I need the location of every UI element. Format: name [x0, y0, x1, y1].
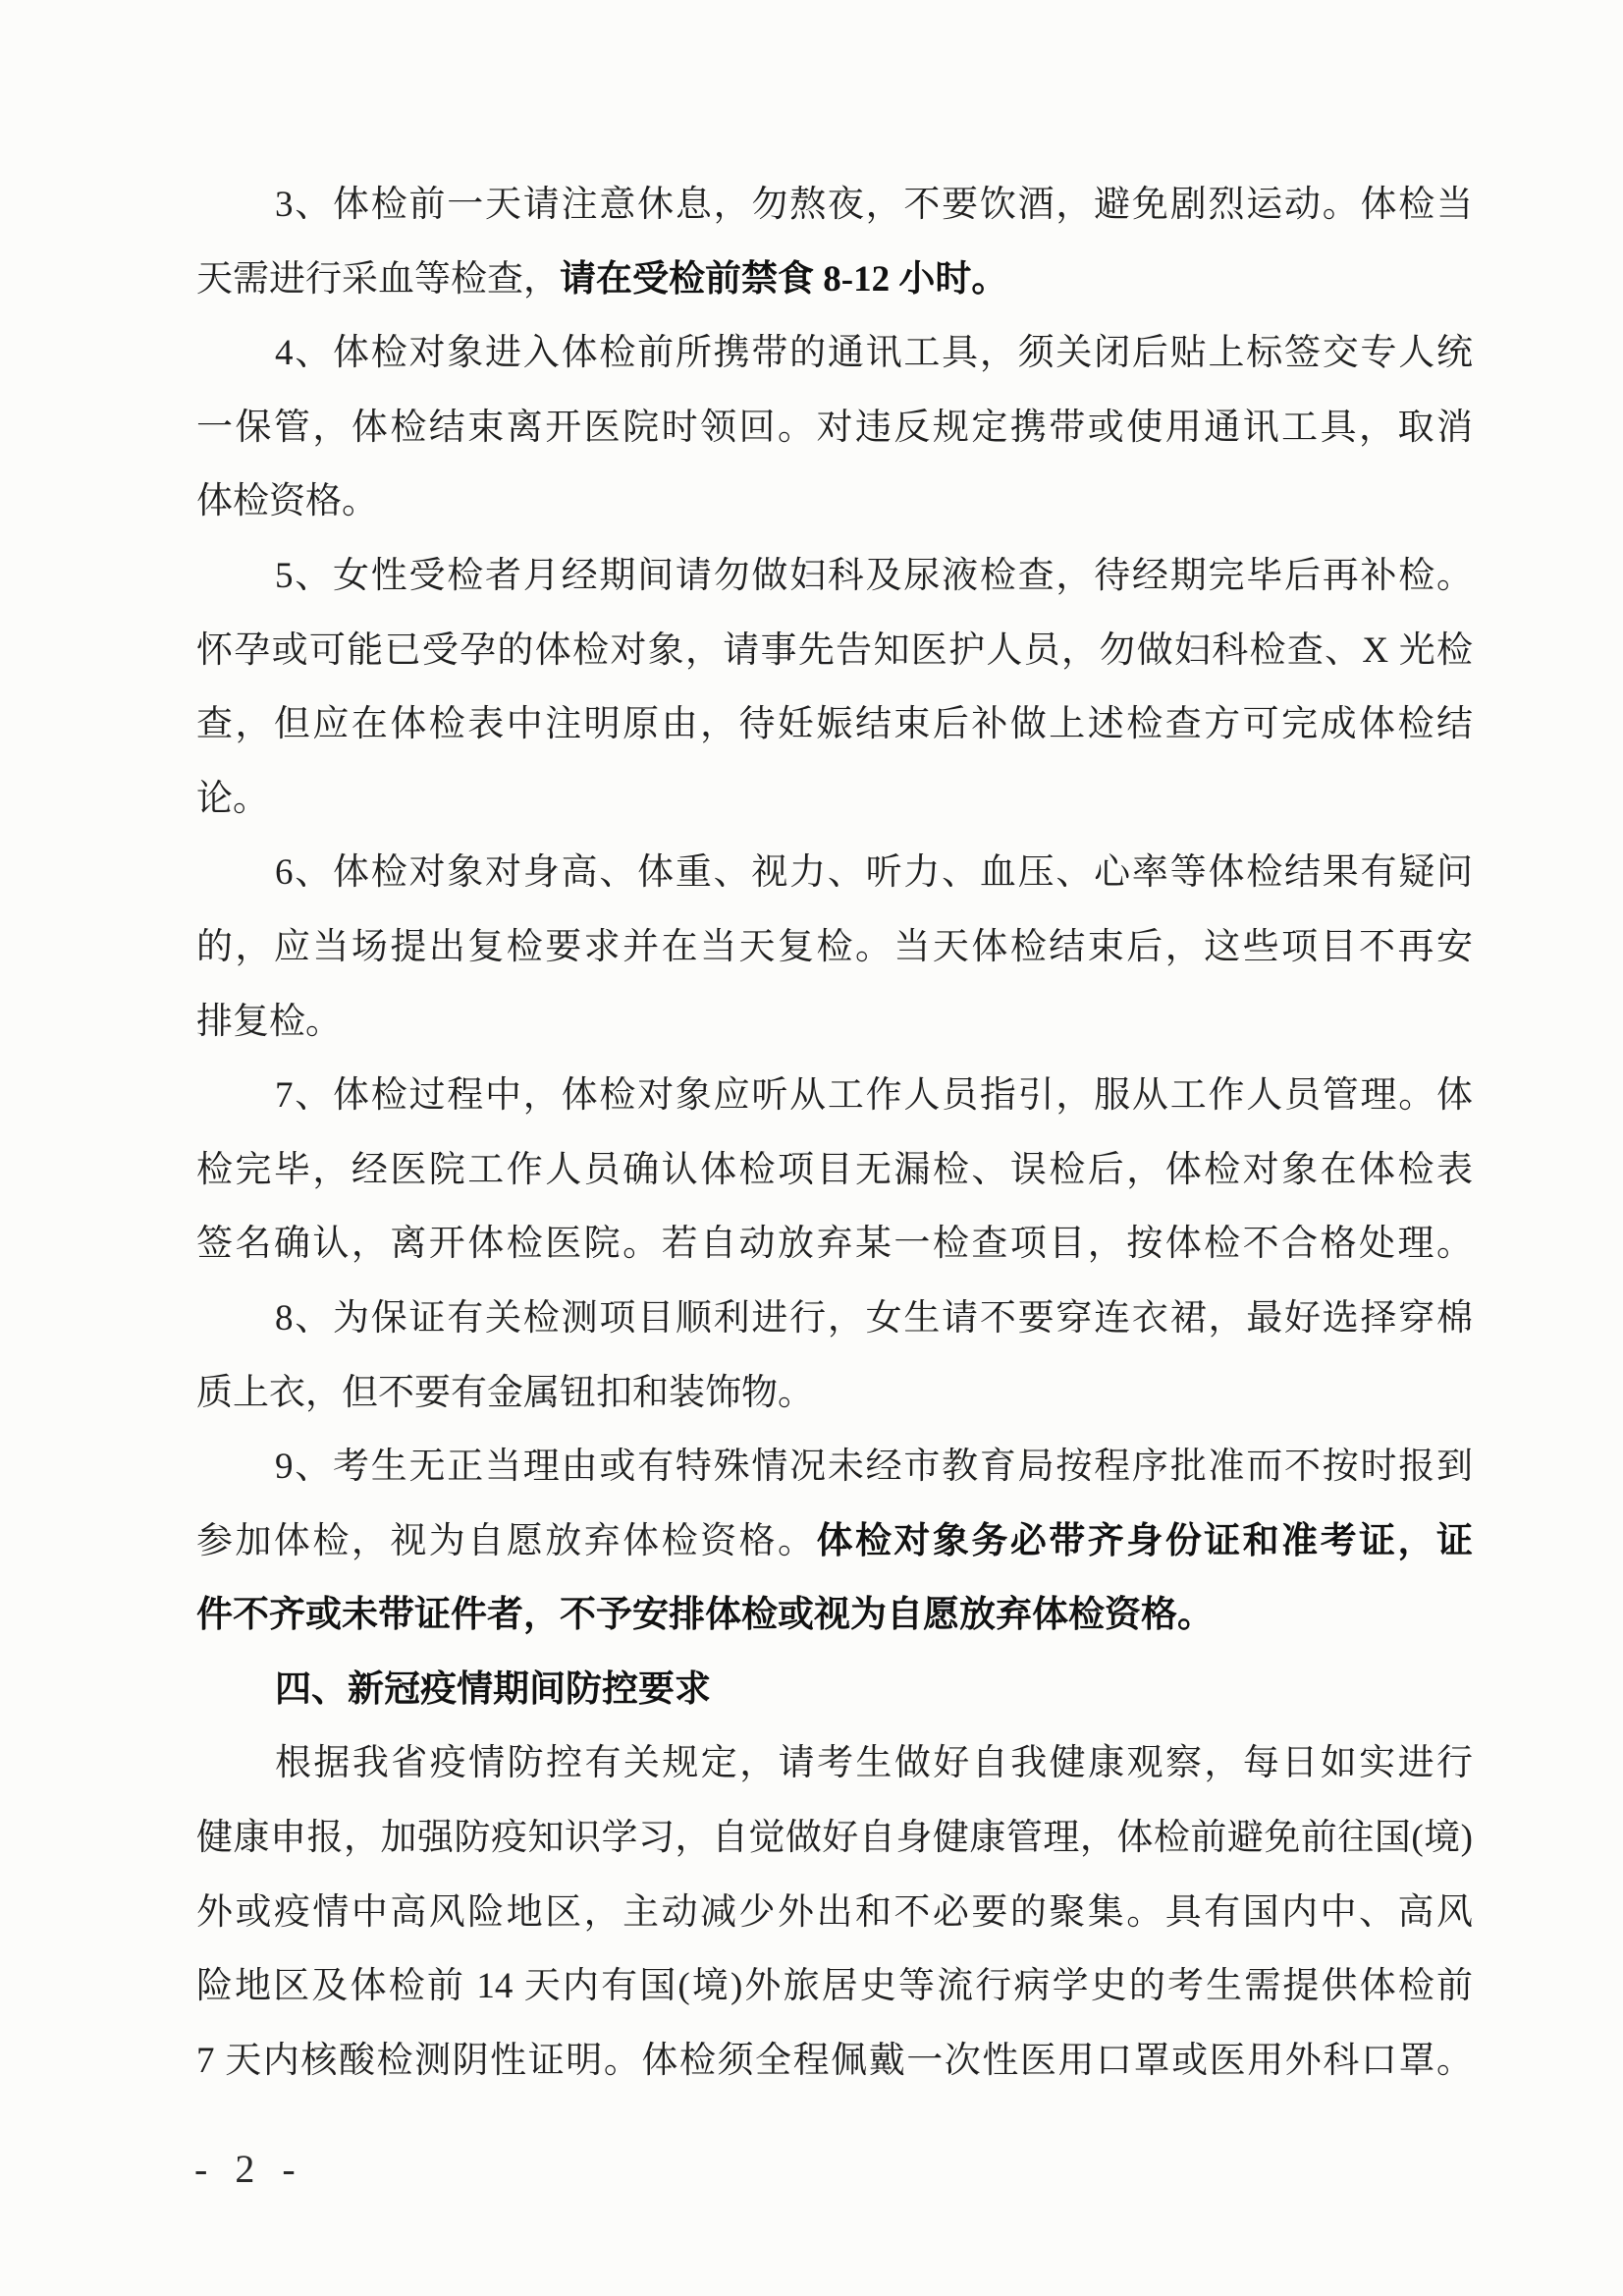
text-line	[196, 985, 1473, 1060]
text-segment: 健康申报，加强防疫知识学习，自觉做好自身健康管理，体检前避免前往国(境)	[196, 1818, 1473, 1859]
text-line	[196, 391, 1473, 465]
text-line	[196, 243, 1473, 317]
text-line	[196, 465, 1473, 539]
text-segment: 查，但应在体检表中注明原由，待妊娠结束后补做上述检查方可完成体检结	[196, 704, 1473, 745]
text-line	[196, 1876, 1473, 1950]
text-line	[196, 1356, 1473, 1431]
text-line	[196, 910, 1473, 985]
text-segment: 体检对象务必带齐身份证和准考证，证	[816, 1520, 1473, 1561]
text-segment: 排复检。	[196, 1001, 342, 1042]
text-segment: 外或疫情中高风险地区，主动减少外出和不必要的聚集。具有国内中、高风	[196, 1891, 1473, 1933]
text-segment: 检完毕，经医院工作人员确认体检项目无漏检、误检后，体检对象在体检表	[196, 1149, 1473, 1190]
page-number: - 2 -	[194, 2147, 304, 2191]
text-segment: 天需进行采血等检查，	[196, 258, 560, 300]
text-line	[196, 1504, 1473, 1579]
section-heading	[196, 1653, 1473, 1727]
text-line	[196, 836, 1473, 910]
text-line	[196, 614, 1473, 688]
text-line	[196, 1207, 1473, 1282]
text-segment: 一保管，体检结束离开医院时领回。对违反规定携带或使用通讯工具，取消	[196, 407, 1473, 448]
text-segment: 件不齐或未带证件者，不予安排体检或视为自愿放弃体检资格。	[196, 1595, 1214, 1636]
text-segment: 请在受检前禁食 8-12 小时。	[560, 258, 1008, 300]
text-segment: 体检资格。	[196, 481, 378, 522]
text-line	[196, 1059, 1473, 1133]
text-segment: 怀孕或可能已受孕的体检对象，请事先告知医护人员，勿做妇科检查、X 光检	[196, 629, 1473, 671]
text-segment: 论。	[196, 778, 269, 819]
text-segment: 的，应当场提出复检要求并在当天复检。当天体检结束后，这些项目不再安	[196, 926, 1473, 967]
text-line	[196, 1282, 1473, 1356]
text-segment: 根据我省疫情防控有关规定，请考生做好自我健康观察，每日如实进行	[275, 1743, 1473, 1784]
text-segment: 质上衣，但不要有金属钮扣和装饰物。	[196, 1372, 814, 1413]
document-body	[196, 168, 1473, 2098]
text-line	[196, 2024, 1473, 2099]
text-segment: 9、考生无正当理由或有特殊情况未经市教育局按程序批准而不按时报到	[275, 1447, 1473, 1488]
text-line	[196, 1726, 1473, 1801]
text-segment: 3、体检前一天请注意休息，勿熬夜，不要饮酒，避免剧烈运动。体检当	[275, 185, 1473, 225]
text-segment: 6、体检对象对身高、体重、视力、听力、血压、心率等体检结果有疑问	[275, 852, 1473, 894]
text-segment: 7 天内核酸检测阴性证明。体检须全程佩戴一次性医用口罩或医用外科口罩。	[196, 2040, 1473, 2081]
text-segment: 四、新冠疫情期间防控要求	[275, 1668, 711, 1710]
text-segment: 参加体检，视为自愿放弃体检资格。	[196, 1520, 817, 1561]
text-line	[196, 1578, 1473, 1653]
text-segment: 签名确认，离开体检医院。若自动放弃某一检查项目，按体检不合格处理。	[196, 1224, 1473, 1265]
text-line	[196, 1949, 1473, 2024]
text-line	[196, 539, 1473, 614]
text-line	[196, 762, 1473, 837]
text-line	[196, 168, 1473, 243]
text-segment: 4、体检对象进入体检前所携带的通讯工具，须关闭后贴上标签交专人统	[275, 333, 1473, 374]
text-segment: 7、体检过程中，体检对象应听从工作人员指引，服从工作人员管理。体	[275, 1075, 1473, 1117]
text-line	[196, 687, 1473, 762]
text-line	[196, 316, 1473, 391]
text-line	[196, 1430, 1473, 1504]
text-segment: 8、为保证有关检测项目顺利进行，女生请不要穿连衣裙，最好选择穿棉	[275, 1297, 1473, 1339]
text-line	[196, 1133, 1473, 1208]
text-segment: 险地区及体检前 14 天内有国(境)外旅居史等流行病学史的考生需提供体检前	[196, 1966, 1473, 2007]
text-segment: 5、女性受检者月经期间请勿做妇科及尿液检查，待经期完毕后再补检。	[275, 555, 1473, 596]
text-line	[196, 1801, 1473, 1876]
